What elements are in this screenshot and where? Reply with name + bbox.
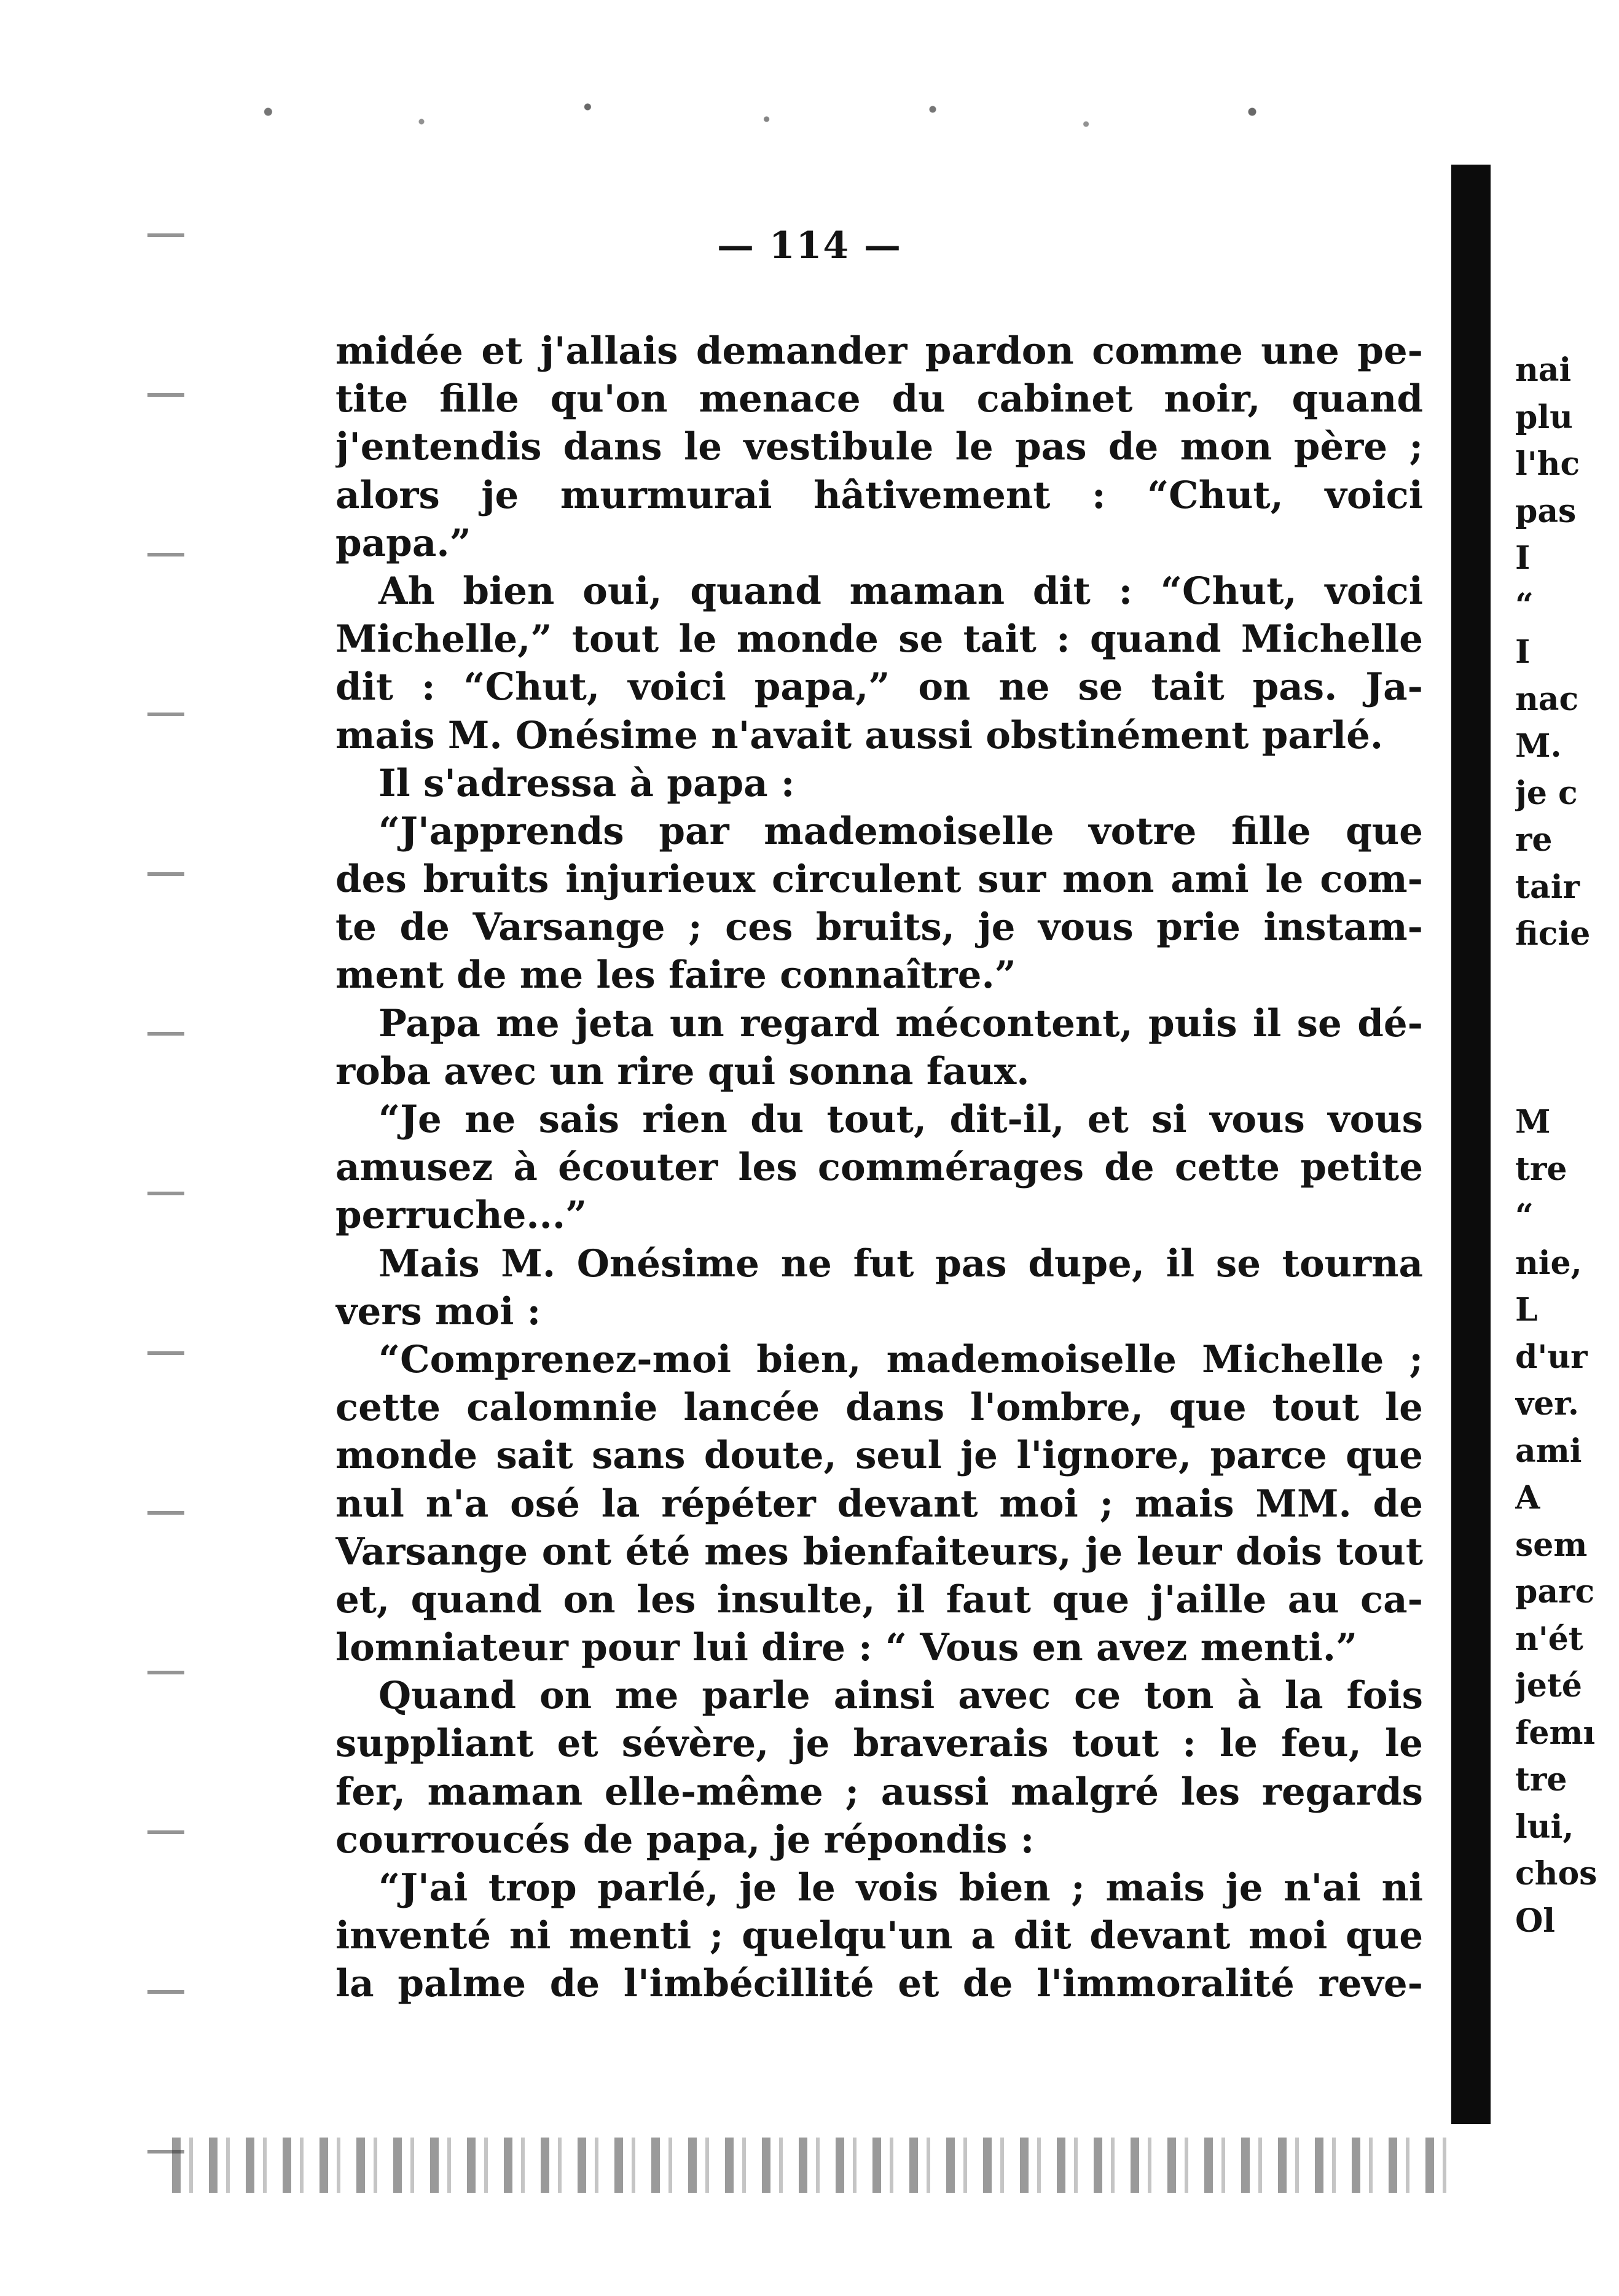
facing-page-fragment: A [1515, 1479, 1540, 1517]
facing-page-fragments [1515, 347, 1607, 1945]
scan-noise-left [147, 160, 184, 2217]
facing-page-fragment: M. [1515, 727, 1562, 765]
facing-page-fragment: je c [1515, 774, 1578, 812]
facing-page-fragment: “ [1515, 586, 1534, 624]
book-gutter-shadow [1451, 165, 1491, 2124]
text-line: des bruits injurieux circulent sur mon ami le com- [335, 857, 1423, 902]
text-line: et, quand on les insulte, il faut que j'aille au ca- [335, 1577, 1423, 1622]
facing-page-fragment [1515, 1005, 1607, 1052]
facing-page-fragment: chos [1515, 1855, 1597, 1892]
facing-page-fragment: tre [1515, 1150, 1567, 1188]
main-text-column [335, 327, 1423, 2009]
facing-page-fragment: l'hc [1515, 445, 1580, 483]
facing-page-fragment: Ol [1515, 1902, 1556, 1940]
text-line: te de Varsange ; ces bruits, je vous prie instam- [335, 905, 1423, 950]
facing-page-fragment: I [1515, 539, 1531, 577]
text-line: mais M. Onésime n'avait aussi obstinément parlé. [335, 713, 1384, 757]
text-line: inventé ni menti ; quelqu'un a dit devant moi que [335, 1914, 1423, 1958]
text-line: “J'ai trop parlé, je le vois bien ; mais je n'ai ni [378, 1866, 1423, 1910]
facing-page-fragment: ver. [1515, 1385, 1580, 1423]
text-line: perruche...” [335, 1193, 587, 1238]
text-line: Il s'adressa à papa : [378, 761, 795, 805]
facing-page-fragment: n'ét [1515, 1620, 1583, 1658]
scan-noise-top [166, 92, 1444, 141]
facing-page-fragment: sem [1515, 1526, 1588, 1564]
text-line: amusez à écouter les commérages de cette petite [335, 1146, 1423, 1190]
facing-page-fragment: M [1515, 1103, 1551, 1141]
text-line: “Je ne sais rien du tout, dit-il, et si vous vous [378, 1098, 1423, 1141]
facing-page-fragment: re [1515, 821, 1553, 859]
facing-page-fragment [1515, 1052, 1607, 1099]
text-line: dit : “Chut, voici papa,” on ne se tait pas. Ja- [335, 665, 1423, 709]
facing-page-fragment [1515, 958, 1607, 1005]
text-line: nul n'a osé la répéter devant moi ; mais MM. de [335, 1482, 1423, 1526]
facing-page-fragment: plu [1515, 398, 1573, 436]
text-line: alors je murmurai hâtivement : “Chut, voici [335, 473, 1423, 517]
text-line: Varsange ont été mes bienfaiteurs, je leur dois tout [335, 1529, 1423, 1574]
facing-page-fragment: ficie [1515, 915, 1591, 953]
facing-page-fragment: tre [1515, 1761, 1567, 1798]
facing-page-fragment: I [1515, 633, 1531, 671]
text-line: courroucés de papa, je répondis : [335, 1818, 1035, 1862]
facing-page-fragment: femı [1515, 1714, 1596, 1752]
facing-page-fragment: nie, [1515, 1244, 1582, 1282]
facing-page-fragment: L [1515, 1291, 1538, 1329]
scan-noise-bottom [172, 2138, 1462, 2193]
text-line: Quand on me parle ainsi avec ce ton à la fois [378, 1674, 1423, 1718]
text-line: ment de me les faire connaître.” [335, 953, 1016, 998]
facing-page-fragment: parc [1515, 1573, 1595, 1611]
text-line: roba avec un rire qui sonna faux. [335, 1049, 1030, 1093]
facing-page-fragment: d'ur [1515, 1338, 1588, 1376]
text-line: cette calomnie lancée dans l'ombre, que tout le [335, 1386, 1423, 1430]
facing-page-fragment: ami [1515, 1432, 1582, 1470]
text-line: tite fille qu'on menace du cabinet noir, quand [335, 377, 1423, 421]
facing-page-fragment: “ [1515, 1197, 1534, 1235]
text-line: Mais M. Onésime ne fut pas dupe, il se tourna [378, 1241, 1423, 1286]
facing-page-fragment: lui, [1515, 1808, 1574, 1846]
text-line: j'entendis dans le vestibule le pas de mon père ; [335, 425, 1423, 469]
facing-page-fragment: jeté [1515, 1667, 1583, 1704]
facing-page-fragment: nai [1515, 351, 1572, 389]
text-line: fer, maman elle-même ; aussi malgré les regards [335, 1770, 1423, 1814]
text-line: “J'apprends par mademoiselle votre fille que [378, 809, 1423, 853]
text-line: lomniateur pour lui dire : “ Vous en avez menti.” [335, 1626, 1358, 1670]
facing-page-fragment: tair [1515, 868, 1580, 906]
text-line: papa.” [335, 521, 471, 565]
text-line: suppliant et sévère, je braverais tout : le feu, le [335, 1722, 1423, 1766]
text-line: la palme de l'imbécillité et de l'immoralité reve- [335, 1962, 1423, 2006]
text-line: Michelle,” tout le monde se tait : quand Michelle [335, 617, 1423, 662]
text-line: midée et j'allais demander pardon comme une pe- [335, 329, 1423, 373]
facing-page-fragment: nac [1515, 680, 1579, 718]
text-line: “Comprenez-moi bien, mademoiselle Michelle ; [378, 1337, 1423, 1381]
text-line: vers moi : [335, 1289, 541, 1333]
text-line: Ah bien oui, quand maman dit : “Chut, voici [378, 569, 1423, 613]
facing-page-fragment: pas [1515, 492, 1577, 530]
page-number-header: — 114 — [716, 224, 903, 267]
text-line: Papa me jeta un regard mécontent, puis il se dé- [378, 1001, 1423, 1045]
text-line: monde sait sans doute, seul je l'ignore, parce que [335, 1434, 1423, 1478]
